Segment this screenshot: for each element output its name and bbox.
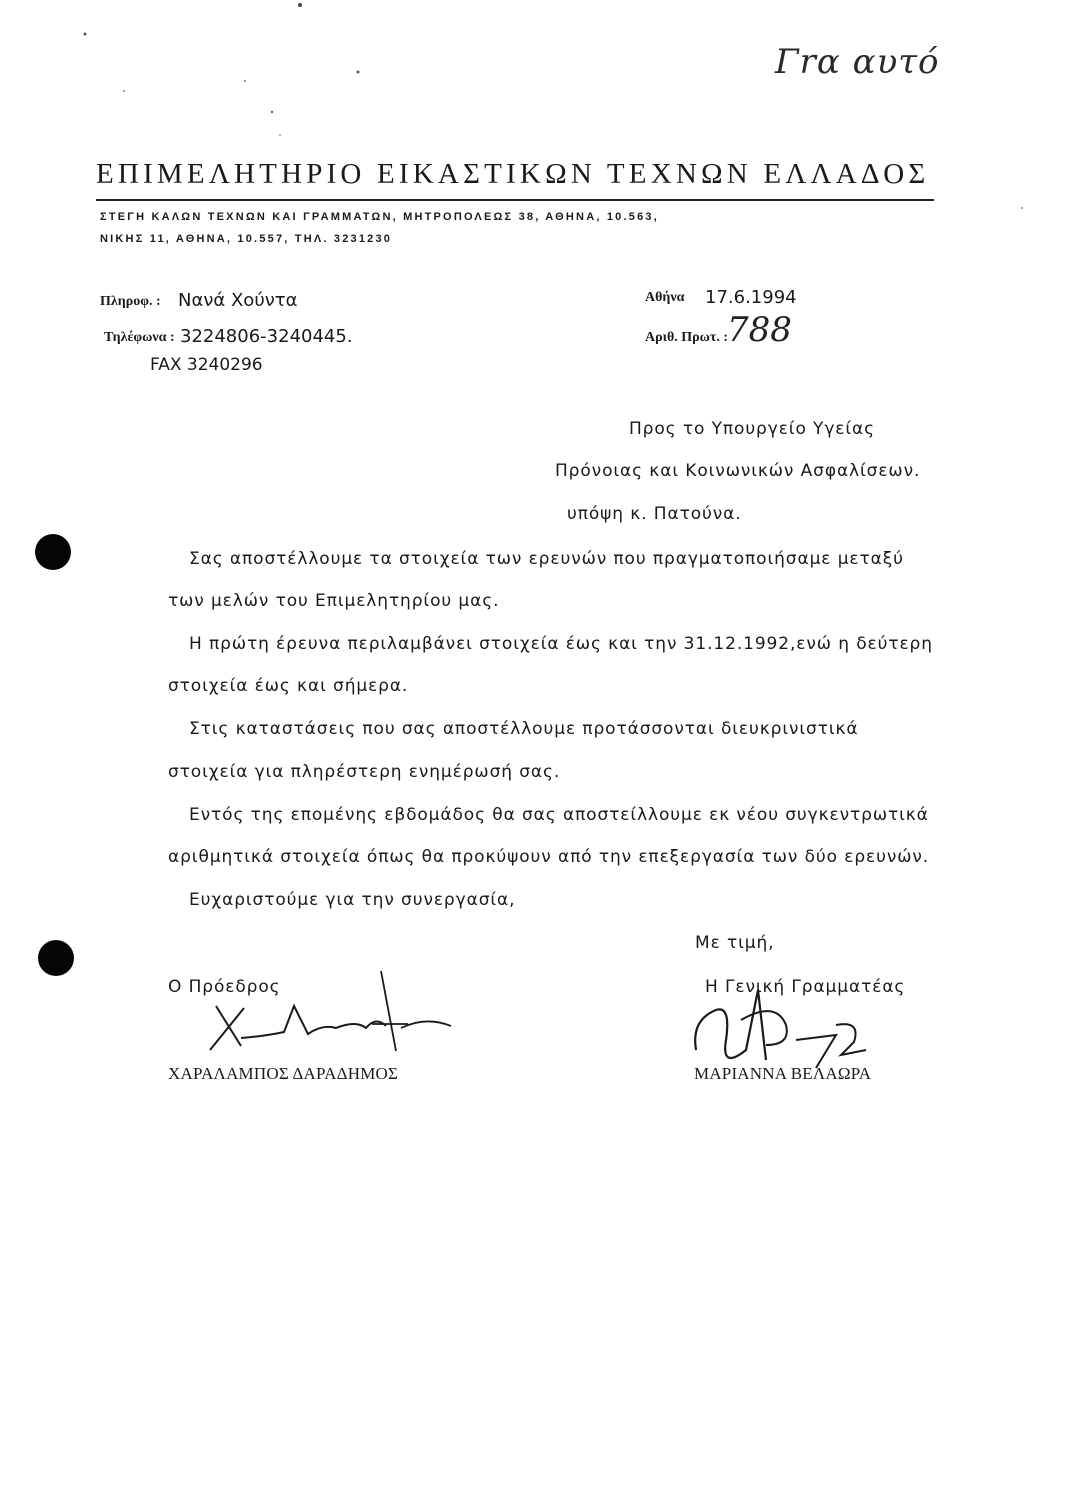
- body-line-4: στοιχεία έως και σήμερα.: [168, 676, 409, 696]
- body-line-1: Σας αποστέλλουμε τα στοιχεία των ερευνών που πραγματοποιήσαμε μεταξύ: [189, 549, 904, 569]
- body-line-8: αριθμητικά στοιχεία όπως θα προκύψουν από την επεξεργασία των δύο ερευνών.: [168, 847, 930, 867]
- address-line-2: ΝΙΚΗΣ 11, ΑΘΗΝΑ, 10.557, ΤΗΛ. 3231230: [100, 233, 393, 245]
- body-line-3: Η πρώτη έρευνα περιλαμβάνει στοιχεία έως και την 31.12.1992,ενώ η δεύτερη: [189, 634, 933, 654]
- body-line-2: των μελών του Επιμελητηρίου μας.: [168, 591, 500, 611]
- date-value: 17.6.1994: [705, 287, 797, 308]
- fax-number: FAX 3240296: [150, 355, 263, 375]
- body-line-7: Εντός της επομένης εβδομάδος θα σας αποστείλλουμε εκ νέου συγκεντρωτικά: [189, 805, 929, 825]
- protocol-label: Αριθ. Πρωτ. :: [645, 330, 728, 345]
- date-label: Αθήνα: [645, 290, 685, 305]
- punch-hole-bottom: [38, 940, 74, 976]
- phone-value: 3224806-3240445.: [180, 326, 353, 347]
- president-name: ΧΑΡΑΛΑΜΠΟΣ ΔΑΡΑΔΗΜΟΣ: [168, 1064, 399, 1083]
- closing-salutation: Με τιμή,: [695, 933, 775, 953]
- body-line-5: Στις καταστάσεις που σας αποστέλλουμε προτάσσονται διευκρινιστικά: [189, 719, 859, 739]
- secretary-role: Η Γενική Γραμματέας: [705, 977, 906, 997]
- recipient-line-3: υπόψη κ. Πατούνα.: [567, 504, 742, 524]
- info-value: Νανά Χούντα: [178, 290, 298, 311]
- recipient-line-2: Πρόνοιας και Κοινωνικών Ασφαλίσεων.: [555, 461, 921, 481]
- recipient-line-1: Προς το Υπουργείο Υγείας: [629, 419, 876, 439]
- body-line-9: Ευχαριστούμε για την συνεργασία,: [189, 890, 516, 910]
- info-label: Πληροφ. :: [100, 294, 161, 309]
- handwritten-note: Γrα αυτό: [775, 42, 940, 82]
- punch-hole-top: [35, 534, 71, 570]
- secretary-name: ΜΑΡΙΑΝΝΑ ΒΕΛΑΩΡΑ: [694, 1064, 872, 1083]
- organization-title: ΕΠΙΜΕΛΗΤΗΡΙΟ ΕΙΚΑΣΤΙΚΩΝ ΤΕΧΝΩΝ ΕΛΛΑΔΟΣ: [96, 158, 930, 190]
- protocol-number: 788: [727, 310, 792, 350]
- body-line-6: στοιχεία για πληρέστερη ενημέρωσή σας.: [168, 762, 561, 782]
- address-line-1: ΣΤΕΓΗ ΚΑΛΩΝ ΤΕΧΝΩΝ ΚΑΙ ΓΡΑΜΜΑΤΩΝ, ΜΗΤΡΟΠΟΛΕΩΣ 38, ΑΘΗΝΑ, 10.563,: [100, 211, 659, 223]
- letterhead-rule: [96, 199, 934, 201]
- phone-label: Τηλέφωνα :: [104, 330, 175, 345]
- president-role: Ο Πρόεδρος: [168, 977, 281, 997]
- president-signature: [196, 966, 466, 1066]
